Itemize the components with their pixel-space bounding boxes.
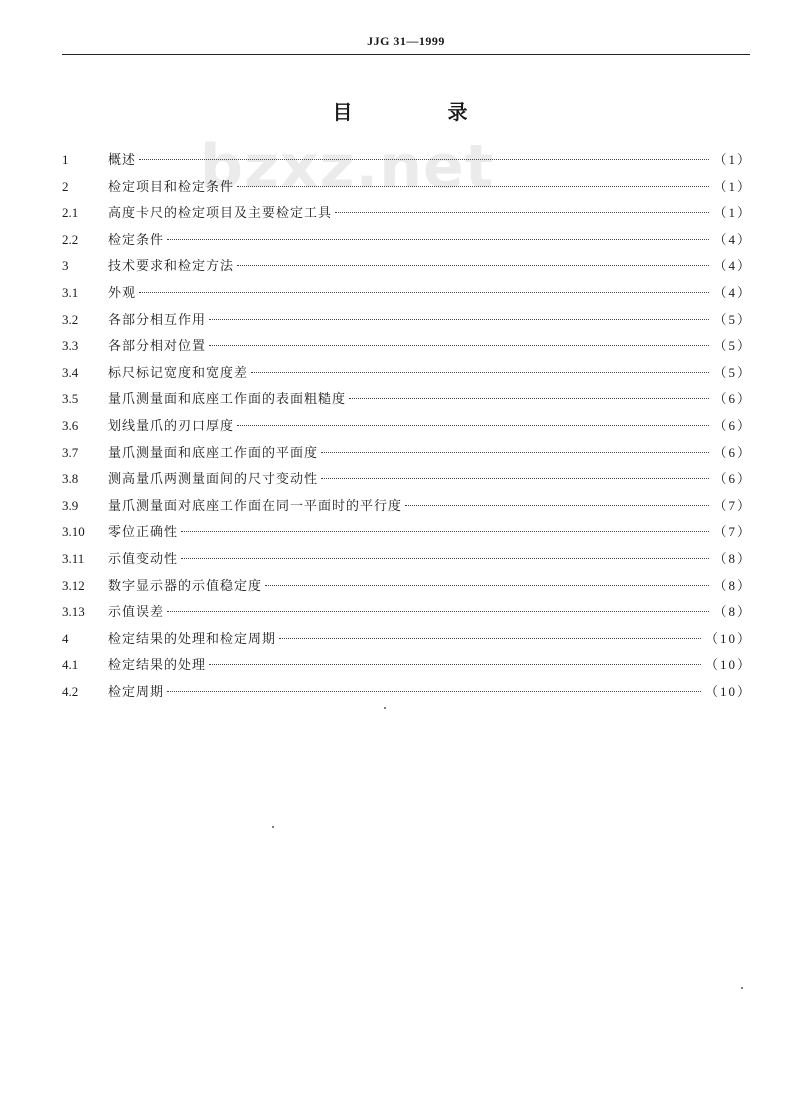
toc-entry-page: （7） <box>713 524 752 540</box>
toc-entry[interactable] <box>62 654 752 681</box>
toc-leader-dots <box>181 531 709 532</box>
toc-entry-page: （7） <box>713 497 752 513</box>
toc-entry-page: （10） <box>704 683 752 699</box>
toc-entry-title: 量爪测量面对底座工作面在同一平面时的平行度 <box>108 498 403 514</box>
toc-entry[interactable] <box>62 415 752 442</box>
toc-leader-dots <box>237 186 709 187</box>
toc-entry-title: 测高量爪两测量面间的尺寸变动性 <box>108 472 319 488</box>
toc-entry-page: （4） <box>713 231 752 247</box>
toc-leader-dots <box>237 425 709 426</box>
toc-entry-page: （6） <box>713 417 752 433</box>
toc-leader-dots <box>209 345 709 346</box>
toc-entry-page: （6） <box>713 471 752 487</box>
toc-entry-page: （5） <box>713 364 752 380</box>
toc-title: 目 录 <box>332 100 512 124</box>
toc-entry-page: （10） <box>704 657 752 673</box>
toc-entry-number: 3.1 <box>62 284 79 300</box>
toc-entry[interactable] <box>62 468 752 495</box>
toc-entry-title: 检定项目和检定条件 <box>108 179 235 195</box>
toc-entry-number: 4.1 <box>62 657 79 673</box>
toc-entry-number: 3.10 <box>62 524 85 540</box>
toc-entry-page: （8） <box>713 577 752 593</box>
toc-entry[interactable] <box>62 229 752 256</box>
toc-entry-page: （8） <box>713 604 752 620</box>
toc-leader-dots <box>349 398 709 399</box>
toc-entry-title: 检定周期 <box>108 684 165 700</box>
toc-leader-dots <box>237 265 709 266</box>
toc-entry[interactable] <box>62 521 752 548</box>
toc-entry[interactable] <box>62 309 752 336</box>
toc-entry-page: （1） <box>713 178 752 194</box>
toc-entry[interactable] <box>62 575 752 602</box>
toc-entry-page: （5） <box>713 311 752 327</box>
toc-entry-title: 划线量爪的刃口厚度 <box>108 418 235 434</box>
toc-entry-number: 3.11 <box>62 550 85 566</box>
toc-entry-number: 3.4 <box>62 364 79 380</box>
toc-leader-dots <box>279 638 701 639</box>
scan-speck <box>272 826 274 828</box>
toc-leader-dots <box>139 292 709 293</box>
toc-entry-title: 示值变动性 <box>108 551 179 567</box>
toc-entry-title: 检定结果的处理和检定周期 <box>108 631 277 647</box>
toc-entry[interactable] <box>62 628 752 655</box>
toc-entry[interactable] <box>62 335 752 362</box>
toc-entry-page: （10） <box>704 630 752 646</box>
toc-entry[interactable] <box>62 388 752 415</box>
toc-entry-page: （6） <box>713 391 752 407</box>
toc-entry[interactable] <box>62 601 752 628</box>
toc-entry[interactable] <box>62 149 752 176</box>
toc-entry-number: 3.7 <box>62 444 79 460</box>
toc-entry-number: 3.2 <box>62 311 79 327</box>
toc-leader-dots <box>209 319 709 320</box>
toc-leader-dots <box>167 691 701 692</box>
toc-entry-title: 零位正确性 <box>108 525 179 541</box>
toc-entry[interactable] <box>62 495 752 522</box>
toc-entry-title: 概述 <box>108 153 137 168</box>
toc-leader-dots <box>181 558 709 559</box>
toc-entry[interactable] <box>62 442 752 469</box>
toc-entry-page: （6） <box>713 444 752 460</box>
toc-entry-number: 3.9 <box>62 497 79 513</box>
toc-leader-dots <box>321 478 709 479</box>
toc-entry-number: 3.12 <box>62 577 85 593</box>
toc-entry[interactable] <box>62 282 752 309</box>
toc-leader-dots <box>167 611 709 612</box>
scan-speck <box>384 707 386 709</box>
toc-entry-title: 量爪测量面和底座工作面的平面度 <box>108 445 319 461</box>
toc-entry-title: 高度卡尺的检定项目及主要检定工具 <box>108 206 333 222</box>
toc-entry-number: 3 <box>62 258 69 274</box>
toc-entry-title: 各部分相对位置 <box>108 339 207 355</box>
toc-entry-title: 数字显示器的示值稳定度 <box>108 578 263 594</box>
toc-leader-dots <box>405 505 709 506</box>
toc-entry-number: 3.6 <box>62 417 79 433</box>
toc-entry[interactable] <box>62 176 752 203</box>
toc-entry-page: （1） <box>713 152 752 167</box>
toc-entry-title: 示值误差 <box>108 605 165 621</box>
header-rule <box>62 54 750 55</box>
toc-entry-title: 量爪测量面和底座工作面的表面粗糙度 <box>108 392 347 408</box>
toc-entry-number: 3.5 <box>62 391 79 407</box>
toc-entry[interactable] <box>62 548 752 575</box>
toc-entry-number: 3.8 <box>62 471 79 487</box>
table-of-contents <box>62 149 752 707</box>
toc-entry-title: 检定条件 <box>108 232 165 248</box>
toc-entry-page: （4） <box>713 284 752 300</box>
toc-entry-page: （1） <box>713 205 752 221</box>
toc-leader-dots <box>265 585 709 586</box>
watermark: bzxz.net <box>200 132 495 202</box>
toc-entry[interactable] <box>62 681 752 708</box>
toc-entry[interactable] <box>62 362 752 389</box>
toc-leader-dots <box>167 239 709 240</box>
toc-entry-page: （8） <box>713 550 752 566</box>
toc-entry[interactable] <box>62 255 752 282</box>
toc-entry-page: （5） <box>713 338 752 354</box>
toc-entry-title: 各部分相互作用 <box>108 312 207 328</box>
toc-leader-dots <box>335 212 709 213</box>
toc-leader-dots <box>321 452 709 453</box>
toc-entry-number: 1 <box>62 152 69 167</box>
toc-entry-number: 3.3 <box>62 338 79 354</box>
toc-entry-number: 3.13 <box>62 604 85 620</box>
toc-entry-number: 2 <box>62 178 69 194</box>
toc-entry-title: 检定结果的处理 <box>108 658 207 674</box>
toc-entry-number: 4.2 <box>62 683 79 699</box>
document-code-header: JJG 31—1999 <box>367 34 445 48</box>
scan-speck <box>741 987 743 989</box>
toc-entry-page: （4） <box>713 258 752 274</box>
toc-leader-dots <box>251 372 709 373</box>
toc-entry-title: 外观 <box>108 285 137 301</box>
toc-entry-title: 标尺标记宽度和宽度差 <box>108 365 249 381</box>
toc-leader-dots <box>209 664 701 665</box>
toc-entry-number: 4 <box>62 630 69 646</box>
toc-entry[interactable] <box>62 202 752 229</box>
toc-entry-title: 技术要求和检定方法 <box>108 259 235 275</box>
toc-entry-number: 2.2 <box>62 231 79 247</box>
toc-entry-number: 2.1 <box>62 205 79 221</box>
toc-leader-dots <box>139 159 709 160</box>
